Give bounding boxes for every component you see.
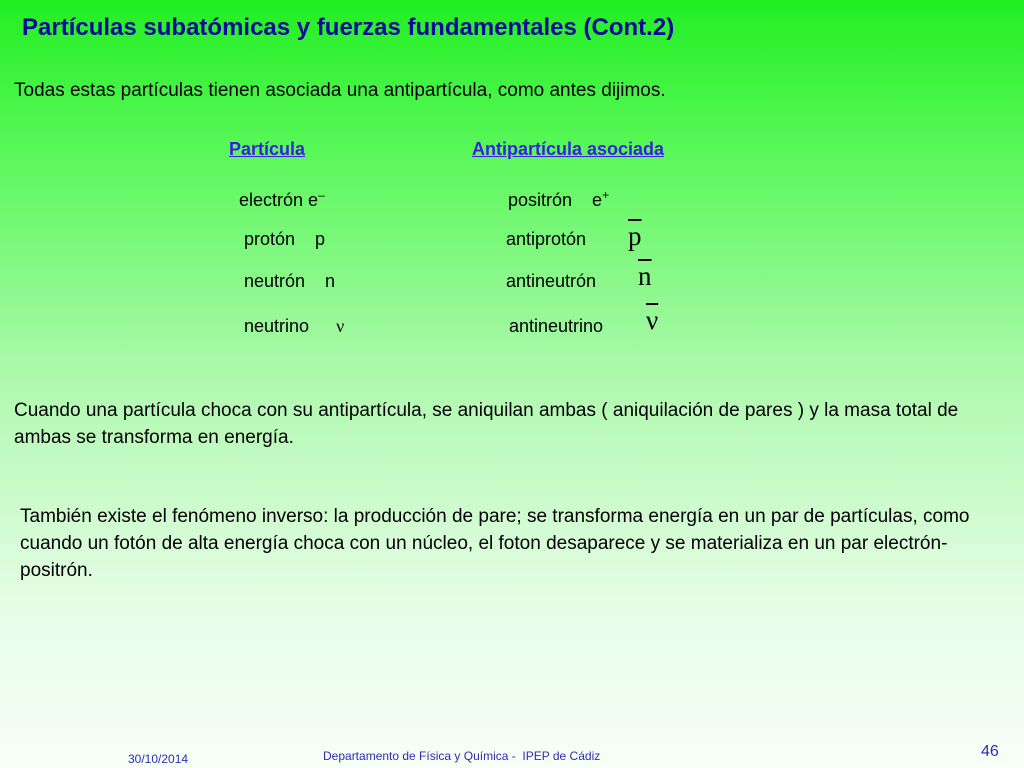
annihilation-paragraph: Cuando una partícula choca con su antipartícula, se aniquilan ambas ( aniquilación de pares ) y la masa total de ambas se transforma en energía.	[14, 400, 959, 448]
antiparticle-antineutrino: antineutrino	[509, 316, 604, 336]
footer-date: 30/10/2014	[128, 752, 189, 766]
antiproton-symbol: $\overline{p}$	[628, 221, 642, 251]
intro-text: Todas estas partículas tienen asociada una antipartícula, como antes dijimos.	[14, 80, 666, 101]
pair-production-paragraph: También existe el fenómeno inverso: la producción de pare; se transforma energía en un par de partículas, como cuando un fotón de alta energía choca con un núcleo, el foton desaparece y se materializa en un par electrón-positrón.	[20, 506, 970, 581]
header-particle: Partícula	[229, 139, 306, 159]
slide-title: Partículas subatómicas y fuerzas fundamentales (Cont.2)	[22, 14, 675, 41]
antiparticle-antineutron: antineutrón	[506, 271, 597, 291]
particle-electron	[239, 188, 325, 211]
header-antiparticle: Antipartícula asociada	[472, 139, 665, 159]
neutrino-symbol: ν	[336, 316, 345, 336]
particle-proton: protón p	[244, 229, 326, 249]
antineutron-symbol: $\overline{n}$	[638, 261, 652, 291]
antiparticle-name: positrón e	[508, 190, 603, 210]
particle-neutrino	[244, 316, 344, 337]
particle-name: neutrino	[244, 316, 310, 336]
antiparticle-positron	[508, 188, 609, 211]
antineutrino-symbol: $\overline{\nu}$	[646, 305, 659, 335]
charge-sup: –	[318, 188, 325, 202]
footer-department: Departamento de Física y Química - IPEP de Cádiz	[323, 749, 601, 763]
page-number: 46	[981, 743, 999, 760]
charge-sup: +	[602, 188, 610, 202]
particle-neutron: neutrón n	[244, 271, 336, 291]
particle-name: electrón e	[239, 190, 319, 210]
antiparticle-antiproton: antiprotón	[506, 229, 587, 249]
